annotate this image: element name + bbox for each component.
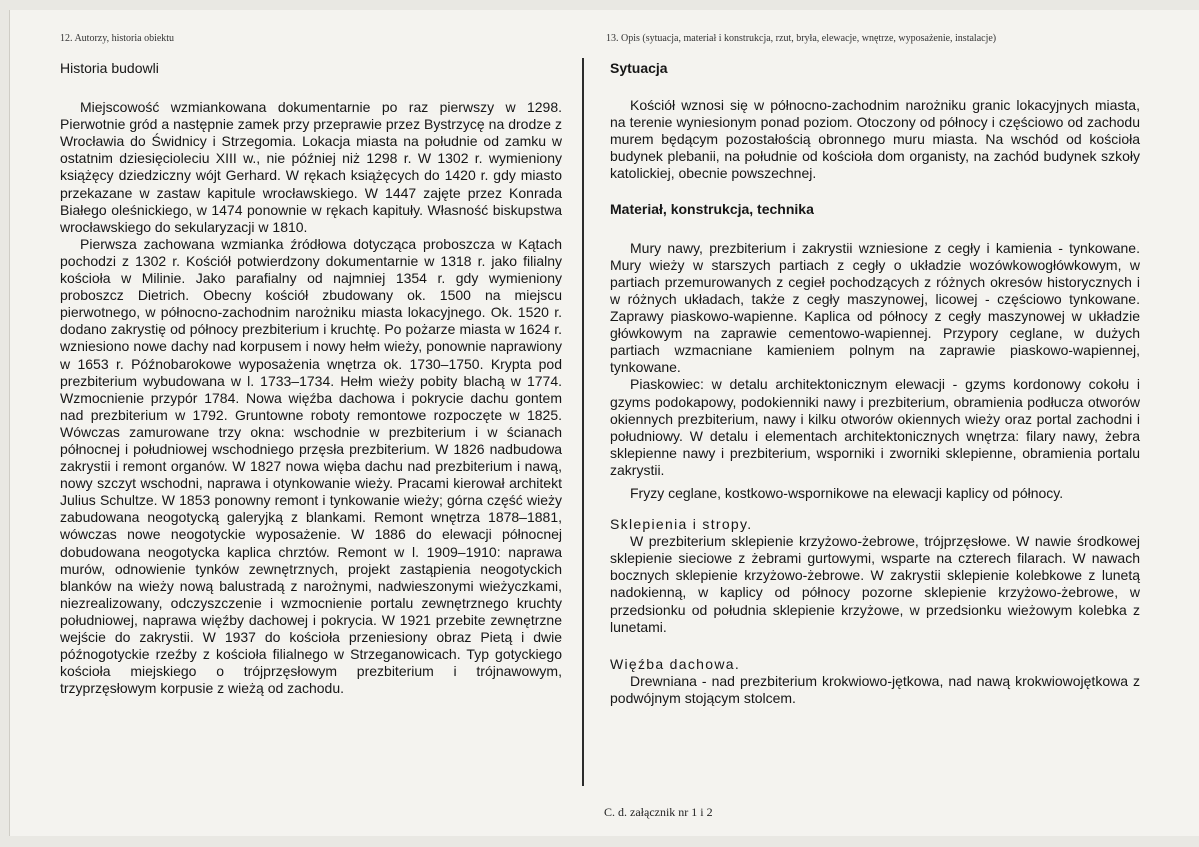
history-title: Historia budowli [60,60,159,76]
situation-title: Sytuacja [610,60,668,76]
history-paragraph-1: Miejscowość wzmiankowana dokumentarnie po raz pierwszy w 1298. Pierwotnie gród a następnie zamek przy przeprawie przez Bystrzycę na drodze z Wrocławia do Świdnicy i Strzegomia. Lokacja miasta na południe od zamku w ostatnim dziesięcioleciu XIII w., nie później niż 1298 r. W 1302 r. wymieniony książęcy dziedziczny wójt Gerhard. W rękach książęcych do 1420 r. gdy miasto przekazane w zastaw kapitule wrocławskiego. W 1447 zajęte przez Konrada Białego oleśnickiego, w 1474 ponownie w rękach kapituły. Własność biskupstwa wrocławskiego do sekularyzacji w 1810. [60,99,562,235]
material-paragraph-3: Fryzy ceglane, kostkowo-wspornikowe na elewacji kaplicy od północy. [630,484,1064,501]
material-paragraph-2: Piaskowiec: w detalu architektonicznym elewacji - gzyms kordonowy cokołu i gzyms podokapowy, podokienniki nawy i prezbiterium, obramienia podłucza otworów okiennych prezbiterium, nawy i kilku otworów okiennych wieży oraz portal zachodni i południowy. W detalu i elementach architektonicznych wnętrza: filary nawy, żebra sklepienne nawy i prezbiterium, wsporniki i zworniki sklepienne, obramienia portalu zakrystii. [610,376,1140,478]
roof-truss-paragraph: Drewniana - nad prezbiterium krokwiowo-jętkowa, nad nawą krokwiowojętkowa z podwójnym stojącym stolcem. [610,672,1140,706]
left-section-header: 12. Autorzy, historia obiektu [60,33,175,44]
history-column [60,60,562,697]
material-title: Materiał, konstrukcja, technika [610,200,814,217]
right-section-header: 13. Opis (sytuacja, materiał i konstrukcja, rzut, bryła, elewacje, wnętrze, wyposażenie, instalacje) [606,33,997,44]
roof-truss-title: Więźba dachowa. [610,655,741,672]
attachment-note: C. d. załącznik nr 1 i 2 [604,805,713,819]
vaults-paragraph: W prezbiterium sklepienie krzyżowo-żebrowe, trójprzęsłowe. W nawie środkowej sklepienie sieciowe z żebrami gurtowymi, wsparte na czterech filarach. W nawach bocznych sklepienie krzyżowo-żebrowe. W zakrystii sklepienie kolebkowe z lunetą nadokienną, w kaplicy od północy pozorne sklepienie krzyżowo-żebrowe, w przedsionku od południa sklepienie krzyżowe, w przedsionku wieżowym kolebka z lunetami. [610,533,1140,635]
situation-paragraph: Kościół wznosi się w północno-zachodnim narożniku granic lokacyjnych miasta, na terenie wyniesionym ponad poziom. Otoczony od północy i częściowo od zachodu murem będącym pozostałością obronnego muru miasta. Na wschód od kościoła budynek plebanii, na południe od kościoła dom organisty, na zachód budynek szkoły katolickiej, obecnie powszechnej. [610,97,1140,182]
description-column [610,60,1140,707]
material-paragraph-1: Mury nawy, prezbiterium i zakrystii wzniesione z cegły i kamienia - tynkowane. Mury wieży w starszych partiach z cegły o układzie wozówkowogłówkowym, w partiach przemurowanych z cegieł pochodzących z różnych okresów historycznych i w różnych układach, także z cegły maszynowej, licowej - częściowo tynkowane. Zaprawy piaskowo-wapienne. Kaplica od północy z cegły maszynowej w układzie główkowym na zaprawie cementowo-wapiennej. Przypory ceglane, w dużych partiach wzmacniane kamieniem polnym na zaprawie piaskowo-wapiennej, tynkowane. [610,239,1140,376]
history-paragraph-2: Pierwsza zachowana wzmianka źródłowa dotycząca proboszcza w Kątach pochodzi z 1302 r. Kościół potwierdzony dokumentarnie w 1318 r. jako filialny kościoła w Milinie. Jako parafialny od najmniej 1354 r. gdy wymieniony proboszcz Dietrich. Obecny kościół zbudowany ok. 1500 na miejscu pierwotnego, w północno-zachodnim narożniku miasta lokacyjnego. Ok. 1520 r. dodano zakrystię od północy prezbiterium i kruchtę. Po pożarze miasta w 1624 r. wzniesiono nowe dachy nad korpusem i nowy hełm wieży, ponownie naprawiony w 1653 r. Późnobarokowe wyposażenia wnętrza ok. 1730–1750. Krypta pod prezbiterium wybudowana w l. 1733–1734. Hełm wieży pobity blachą w 1774. Wzmocnienie przypór 1784. Nowa więźba dachowa i pokrycie dachu gontem nad prezbiterium w 1792. Gruntowne roboty remontowe rozpoczęte w 1825. Wówczas zamurowane trzy okna: wschodnie w prezbiterium i w ścianach północnej i południowej wschodniego przęsła prezbiterium. W 1826 nadbudowa zakrystii i remont organów. W 1827 nowa więba dachu nad prezbiterium i nawą, nowy szczyt wschodni, naprawa i otynkowanie wieży. Pracami kierował architekt Julius Schultze. W 1853 ponowny remont i tynkowanie wieży; górna część wieży zabudowana neogotycką galeryjką z blankami. Remont wnętrza 1878–1881, wówczas nowe neogotyckie wyposażenie. W 1886 do elewacji północnej dobudowana neogotycka kaplica chrztów. Remont w l. 1909–1910: naprawa murów, odnowienie tynków zewnętrznych, projekt zastąpienia neogotyckich blanków na wieży nową balustradą z narożnymi, nadwieszonymi wieżyczkami, niezrealizowany, odczyszczenie i wzmocnienie portalu zewnętrznego kruchty południowej, naprawa więźby dachowej i pokrycia. W 1921 przebite zewnętrzne wejście do zakrystii. W 1937 do kościoła przeniesiony obraz Pietą i dwie późnogotyckie rzeźby z kościoła filialnego w Strzeganowicach. Typ gotyckiego kościoła miejskiego o trójprzęsłowym prezbiterium i trójnawowym, trzyprzęsłowym korpusie z wieżą od zachodu. [60,235,562,697]
vaults-title: Sklepienia i stropy. [610,516,753,533]
column-divider [582,58,584,786]
